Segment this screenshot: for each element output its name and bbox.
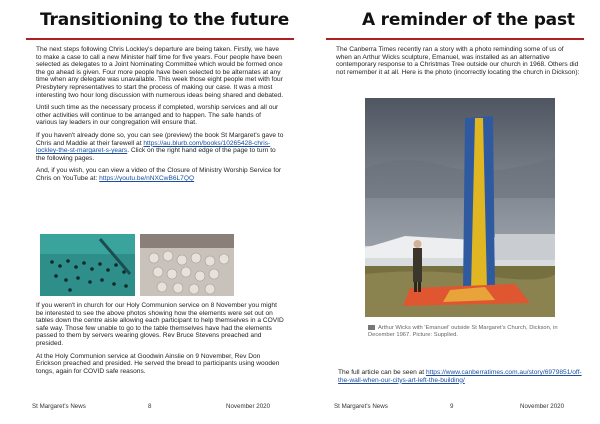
canberra-times-link[interactable]: https://www.canberratimes.com.au/story/6979851/off-the-wall-when-our-citys-art-left-the-building/ (338, 369, 582, 384)
right-footer-name: St Margaret's News (334, 403, 388, 410)
left-paragraph-3: If you haven't already done so, you can see (preview) the book St Margaret's gave to Chris and Maddie at their farewell at https://au.blurb.com/books/10265428-chris-lockley-the-st-margaret-s-years. Click on the right hand edge of the page to turn to the following pages. (36, 131, 284, 162)
left-footer-name: St Margaret's News (32, 403, 86, 410)
left-footer-page: 8 (148, 403, 152, 410)
left-paragraph-2: Until such time as the necessary process if completed, worship services and all our other activities will continue to be arranged and to happen. The safe hands of various lay leaders in our congregation will ensure that. (36, 104, 279, 127)
right-paragraph-1: The Canberra Times recently ran a story with a photo reminding some of us of when an Arthur Wicks sculpture, Emanuel, was installed as an alternative contemporary response to a Christmas Tree outside our church in 1968. Others did not remember it at all. Here is the photo (incorrectly locating the church in Dickson): (336, 46, 580, 76)
right-paragraph-2: The full article can be seen at https://www.canberratimes.com.au/story/6979851/off-the-wall-when-our-citys-art-left-the-building/ (338, 369, 582, 384)
image-icon (368, 325, 375, 330)
photo-caption: Arthur Wicks with 'Emanuel' outside St Margaret's Church, Dickson, in December 1967. Picture: Supplied. (368, 325, 558, 339)
left-column-bottom (36, 302, 284, 380)
left-paragraph-4: And, if you wish, you can view a video of the Closure of Ministry Worship Service for Chris on YouTube at: https://youtu.be/nNXCwB6L7QQ (36, 167, 282, 182)
communion-bread-photo (140, 234, 234, 296)
right-footer-page: 9 (450, 403, 454, 410)
left-paragraph-1: The next steps following Chris Lockley's departure are being taken. Firstly, we have to make a case to call a new Minister half time for five years. Four people have been selected as delegates to a Joint Nominating Committee which would be formed once the go ahead is given. Four more people have been selected to be alternates at any time when any delegate was unavailable. This week those eight people met with four Presbytery representatives to start the process of making our case. It was a most interesting two hour long discussion with numerous ideas being shared and debated. (36, 46, 284, 99)
left-footer-date: November 2020 (226, 403, 271, 410)
communion-cups-photo (40, 234, 135, 296)
right-page-heading: A reminder of the past (362, 10, 575, 30)
left-column-top (36, 46, 284, 188)
left-page-heading: Transitioning to the future (40, 10, 290, 30)
right-heading-rule (326, 38, 584, 40)
right-column-bottom (338, 369, 582, 389)
right-footer-date: November 2020 (520, 403, 565, 410)
right-column-top (336, 46, 580, 81)
left-heading-rule (26, 38, 294, 40)
left-paragraph-5: If you weren't in church for our Holy Communion service on 8 November you might be interested to see the above photos showing how the elements were set out on tables down the centre aisle allowing each participant to help themselves in a COVID safe way. Those few unable to go to the table themselves have had the elements passed to them by servers wearing gloves. Rev Bruce Stevens preached and presided. (36, 302, 284, 347)
blurb-book-link[interactable]: https://au.blurb.com/books/10265428-chris-lockley-the-st-margaret-s-years (36, 139, 271, 155)
left-paragraph-6: At the Holy Communion service at Goodwin Ainslie on 9 November, Rev Don Erickson preached and presided. He served the bread to participants using wooden tongs, again for COVID safe reasons. (36, 352, 280, 375)
youtube-video-link[interactable]: https://youtu.be/nNXCwB6L7QQ (99, 174, 195, 182)
emanuel-sculpture-photo (365, 98, 555, 317)
